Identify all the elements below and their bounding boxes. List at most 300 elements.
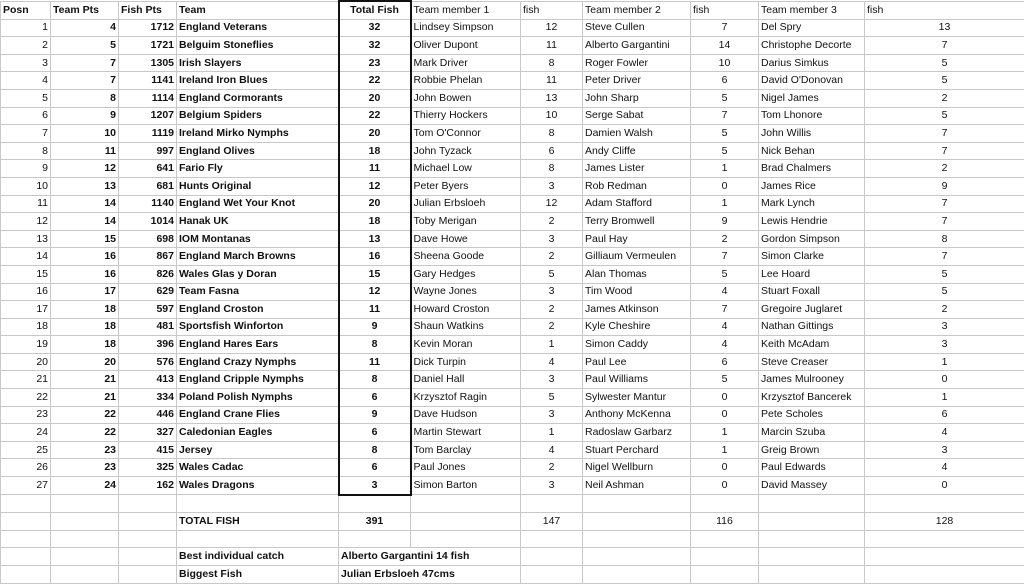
member2-name-cell: James Atkinson [583, 301, 691, 319]
member3-name-cell: Steve Creaser [759, 353, 865, 371]
posn-header: Posn [1, 1, 51, 19]
team-pts-cell: 18 [51, 301, 119, 319]
member3-fish-cell: 7 [865, 195, 1024, 213]
member3-fish-cell: 2 [865, 160, 1024, 178]
member3-fish-cell: 1 [865, 389, 1024, 407]
empty-cell [1, 566, 51, 584]
member1-fish-cell: 2 [521, 213, 583, 231]
member3-name-cell: Mark Lynch [759, 195, 865, 213]
team-row [1, 160, 1024, 178]
team-name-cell: Wales Dragons [177, 477, 339, 495]
member1-fish-cell: 5 [521, 389, 583, 407]
best-catch-label: Best individual catch [177, 548, 339, 566]
member2-name-cell: Steve Cullen [583, 19, 691, 37]
member3-fish-cell: 2 [865, 301, 1024, 319]
member2-name-cell: Nigel Wellburn [583, 459, 691, 477]
empty-cell [691, 530, 759, 548]
total-fish-cell: 6 [339, 389, 411, 407]
member3-fish-cell: 5 [865, 283, 1024, 301]
team-name-cell: Hunts Original [177, 177, 339, 195]
fish-pts-cell: 413 [119, 371, 177, 389]
member3-fish-cell: 5 [865, 265, 1024, 283]
member1-name-cell: Wayne Jones [411, 283, 521, 301]
member1-fish-cell: 13 [521, 89, 583, 107]
member1-fish-cell: 2 [521, 318, 583, 336]
member3-fish-cell: 5 [865, 72, 1024, 90]
team-row [1, 125, 1024, 143]
team-row [1, 406, 1024, 424]
member2-fish-cell: 1 [691, 195, 759, 213]
fish-pts-cell: 1114 [119, 89, 177, 107]
member3-name-cell: Stuart Foxall [759, 283, 865, 301]
team-pts-cell: 24 [51, 477, 119, 495]
member1-fish-cell: 3 [521, 371, 583, 389]
team-pts-cell: 21 [51, 371, 119, 389]
member2-name-cell: Anthony McKenna [583, 406, 691, 424]
biggest-fish-label: Biggest Fish [177, 566, 339, 584]
member1-fish-cell: 4 [521, 441, 583, 459]
total-fish-cell: 11 [339, 160, 411, 178]
member2-fish-cell: 7 [691, 107, 759, 125]
empty-cell [51, 513, 119, 531]
empty-cell [691, 548, 759, 566]
member1-name-cell: Oliver Dupont [411, 37, 521, 55]
member3-fish-cell: 0 [865, 371, 1024, 389]
team-name-cell: Wales Glas y Doran [177, 265, 339, 283]
fish-pts-cell: 327 [119, 424, 177, 442]
empty-cell [583, 548, 691, 566]
member3-header: Team member 3 [759, 1, 865, 19]
member2-name-cell: Adam Stafford [583, 195, 691, 213]
member3-name-cell: Gregoire Juglaret [759, 301, 865, 319]
fish-pts-cell: 325 [119, 459, 177, 477]
member1-name-cell: Simon Barton [411, 477, 521, 495]
team-header: Team [177, 1, 339, 19]
team-row [1, 265, 1024, 283]
fish-pts-cell: 1119 [119, 125, 177, 143]
fish-pts-cell: 597 [119, 301, 177, 319]
empty-cell [759, 495, 865, 513]
member2-name-cell: Stuart Perchard [583, 441, 691, 459]
member1-fish-cell: 2 [521, 301, 583, 319]
total-fish-cell: 23 [339, 54, 411, 72]
member3-name-cell: James Rice [759, 177, 865, 195]
posn-cell: 13 [1, 230, 51, 248]
member3-name-cell: Nigel James [759, 89, 865, 107]
member2-fish-cell: 0 [691, 177, 759, 195]
member3-fish-cell: 8 [865, 230, 1024, 248]
member2-fish-cell: 5 [691, 125, 759, 143]
empty-cell [51, 495, 119, 513]
member2-fish-cell: 6 [691, 72, 759, 90]
empty-cell [51, 566, 119, 584]
team-name-cell: Jersey [177, 441, 339, 459]
member2-fish-cell: 0 [691, 389, 759, 407]
fish-pts-cell: 1712 [119, 19, 177, 37]
team-name-cell: Caledonian Eagles [177, 424, 339, 442]
member1-fish-cell: 1 [521, 336, 583, 354]
empty-cell [339, 495, 411, 513]
member3-fish-cell: 2 [865, 89, 1024, 107]
posn-cell: 11 [1, 195, 51, 213]
member1-fish-cell: 6 [521, 142, 583, 160]
total-fish-cell: 9 [339, 318, 411, 336]
member3-name-cell: David Massey [759, 477, 865, 495]
member3-name-cell: Lewis Hendrie [759, 213, 865, 231]
member3-fish-cell: 7 [865, 248, 1024, 266]
team-name-cell: England Cormorants [177, 89, 339, 107]
empty-cell [119, 566, 177, 584]
team-pts-cell: 14 [51, 213, 119, 231]
fish-pts-cell: 1305 [119, 54, 177, 72]
member2-name-cell: Rob Redman [583, 177, 691, 195]
total-fish-cell: 18 [339, 142, 411, 160]
member2-fish-cell: 5 [691, 89, 759, 107]
team-pts-cell: 12 [51, 160, 119, 178]
team-name-cell: Fario Fly [177, 160, 339, 178]
posn-cell: 16 [1, 283, 51, 301]
member3-name-cell: Paul Edwards [759, 459, 865, 477]
team-row [1, 283, 1024, 301]
empty-cell [119, 548, 177, 566]
member2-name-cell: Alberto Gargantini [583, 37, 691, 55]
team-row [1, 107, 1024, 125]
member3-name-cell: David O'Donovan [759, 72, 865, 90]
member3-name-cell: Simon Clarke [759, 248, 865, 266]
member2-name-cell: Gilliaum Vermeulen [583, 248, 691, 266]
fish-pts-cell: 415 [119, 441, 177, 459]
team-pts-cell: 18 [51, 318, 119, 336]
team-pts-cell: 14 [51, 195, 119, 213]
total-fish-cell: 22 [339, 72, 411, 90]
team-pts-cell: 16 [51, 248, 119, 266]
team-pts-cell: 16 [51, 265, 119, 283]
total-fish-cell: 32 [339, 19, 411, 37]
posn-cell: 22 [1, 389, 51, 407]
total-fish-cell: 3 [339, 477, 411, 495]
member2-fish-cell: 5 [691, 265, 759, 283]
team-pts-cell: 7 [51, 72, 119, 90]
team-name-cell: England Wet Your Knot [177, 195, 339, 213]
total-fish-cell: 15 [339, 265, 411, 283]
posn-cell: 17 [1, 301, 51, 319]
member1-name-cell: Toby Merigan [411, 213, 521, 231]
posn-cell: 7 [1, 125, 51, 143]
member3-fish-cell: 4 [865, 459, 1024, 477]
empty-cell [691, 495, 759, 513]
empty-cell [521, 548, 583, 566]
empty-cell [865, 548, 1024, 566]
member2-name-cell: Tim Wood [583, 283, 691, 301]
empty-cell [759, 530, 865, 548]
member2-name-cell: James Lister [583, 160, 691, 178]
member2-name-cell: Andy Cliffe [583, 142, 691, 160]
fish1-header: fish [521, 1, 583, 19]
team-name-cell: Belgium Spiders [177, 107, 339, 125]
team-row [1, 477, 1024, 495]
member2-fish-cell: 5 [691, 371, 759, 389]
posn-cell: 8 [1, 142, 51, 160]
member1-name-cell: Julian Erbsloeh [411, 195, 521, 213]
fish-pts-cell: 396 [119, 336, 177, 354]
member1-name-cell: Martin Stewart [411, 424, 521, 442]
member3-name-cell: Lee Hoard [759, 265, 865, 283]
empty-cell [119, 495, 177, 513]
member1-name-cell: Krzysztof Ragin [411, 389, 521, 407]
member2-fish-cell: 9 [691, 213, 759, 231]
empty-cell [521, 495, 583, 513]
member1-name-cell: Peter Byers [411, 177, 521, 195]
posn-cell: 25 [1, 441, 51, 459]
posn-cell: 15 [1, 265, 51, 283]
total-fish-cell: 20 [339, 89, 411, 107]
team-name-cell: Ireland Mirko Nymphs [177, 125, 339, 143]
member2-name-cell: Neil Ashman [583, 477, 691, 495]
member2-fish-cell: 4 [691, 283, 759, 301]
team-pts-cell: 21 [51, 389, 119, 407]
team-name-cell: Hanak UK [177, 213, 339, 231]
fish-pts-cell: 997 [119, 142, 177, 160]
member2-fish-cell: 1 [691, 160, 759, 178]
member2-name-cell: Kyle Cheshire [583, 318, 691, 336]
member2-fish-cell: 1 [691, 441, 759, 459]
team-row [1, 336, 1024, 354]
team-pts-cell: 23 [51, 459, 119, 477]
member1-name-cell: Dick Turpin [411, 353, 521, 371]
member1-fish-cell: 4 [521, 353, 583, 371]
team-row [1, 213, 1024, 231]
member3-fish-cell: 5 [865, 107, 1024, 125]
team-row [1, 177, 1024, 195]
empty-cell [411, 530, 521, 548]
member2-fish-cell: 5 [691, 142, 759, 160]
total-label: TOTAL FISH [177, 513, 339, 531]
member2-name-cell: Radoslaw Garbarz [583, 424, 691, 442]
team-name-cell: IOM Montanas [177, 230, 339, 248]
team-row [1, 318, 1024, 336]
team-pts-cell: 11 [51, 142, 119, 160]
fish-pts-cell: 1140 [119, 195, 177, 213]
member1-name-cell: Paul Jones [411, 459, 521, 477]
posn-cell: 14 [1, 248, 51, 266]
member3-name-cell: Krzysztof Bancerek [759, 389, 865, 407]
member2-fish-cell: 0 [691, 459, 759, 477]
team-row [1, 424, 1024, 442]
member2-name-cell: Sylwester Mantur [583, 389, 691, 407]
total-fish-cell: 8 [339, 441, 411, 459]
fish-pts-cell: 576 [119, 353, 177, 371]
member1-name-cell: Shaun Watkins [411, 318, 521, 336]
team-pts-cell: 18 [51, 336, 119, 354]
member2-fish-cell: 14 [691, 37, 759, 55]
posn-cell: 27 [1, 477, 51, 495]
member1-name-cell: Robbie Phelan [411, 72, 521, 90]
fish-pts-cell: 826 [119, 265, 177, 283]
member1-name-cell: John Bowen [411, 89, 521, 107]
member3-fish-cell: 1 [865, 353, 1024, 371]
team-name-cell: England Hares Ears [177, 336, 339, 354]
team-name-cell: Poland Polish Nymphs [177, 389, 339, 407]
fish-pts-cell: 481 [119, 318, 177, 336]
posn-cell: 10 [1, 177, 51, 195]
member2-name-cell: Peter Driver [583, 72, 691, 90]
team-name-cell: Irish Slayers [177, 54, 339, 72]
fish-pts-cell: 1721 [119, 37, 177, 55]
member1-name-cell: Mark Driver [411, 54, 521, 72]
team-row [1, 371, 1024, 389]
team-pts-cell: 8 [51, 89, 119, 107]
best-catch-value: Alberto Gargantini 14 fish [339, 548, 521, 566]
member1-fish-cell: 8 [521, 160, 583, 178]
member3-name-cell: Brad Chalmers [759, 160, 865, 178]
team-row [1, 142, 1024, 160]
fish2-header: fish [691, 1, 759, 19]
biggest-fish-row [1, 566, 1024, 584]
member2-name-cell: Serge Sabat [583, 107, 691, 125]
team-pts-cell: 4 [51, 19, 119, 37]
member2-fish-cell: 10 [691, 54, 759, 72]
empty-cell [521, 530, 583, 548]
posn-cell: 12 [1, 213, 51, 231]
total-fish-cell: 6 [339, 424, 411, 442]
member1-fish-cell: 5 [521, 265, 583, 283]
member1-fish-cell: 3 [521, 283, 583, 301]
posn-cell: 4 [1, 72, 51, 90]
member3-fish-cell: 6 [865, 406, 1024, 424]
posn-cell: 9 [1, 160, 51, 178]
member2-name-cell: Paul Lee [583, 353, 691, 371]
member2-name-cell: John Sharp [583, 89, 691, 107]
member1-name-cell: Tom Barclay [411, 441, 521, 459]
team-name-cell: England Cripple Nymphs [177, 371, 339, 389]
posn-cell: 1 [1, 19, 51, 37]
total-fish-cell: 13 [339, 230, 411, 248]
team-name-cell: England Olives [177, 142, 339, 160]
team-name-cell: Sportsfish Winforton [177, 318, 339, 336]
member1-header: Team member 1 [411, 1, 521, 19]
posn-cell: 3 [1, 54, 51, 72]
total-fish-sum: 391 [339, 513, 411, 531]
team-name-cell: Wales Cadac [177, 459, 339, 477]
fish-pts-cell: 446 [119, 406, 177, 424]
member3-fish-cell: 13 [865, 19, 1024, 37]
empty-cell [119, 530, 177, 548]
empty-cell [177, 495, 339, 513]
member1-fish-cell: 2 [521, 248, 583, 266]
empty-cell [521, 566, 583, 584]
member2-fish-cell: 2 [691, 230, 759, 248]
empty-cell [759, 548, 865, 566]
team-row [1, 459, 1024, 477]
team-pts-cell: 9 [51, 107, 119, 125]
fish3-sum: 128 [865, 513, 1024, 531]
team-name-cell: Team Fasna [177, 283, 339, 301]
member3-fish-cell: 7 [865, 125, 1024, 143]
member3-name-cell: Greig Brown [759, 441, 865, 459]
empty-cell [1, 530, 51, 548]
total-fish-cell: 22 [339, 107, 411, 125]
member1-name-cell: Kevin Moran [411, 336, 521, 354]
member1-name-cell: Howard Croston [411, 301, 521, 319]
member1-name-cell: Dave Howe [411, 230, 521, 248]
member1-fish-cell: 11 [521, 37, 583, 55]
member2-fish-cell: 7 [691, 301, 759, 319]
fish-pts-cell: 641 [119, 160, 177, 178]
total-fish-cell: 11 [339, 301, 411, 319]
team-row [1, 37, 1024, 55]
total-fish-cell: 20 [339, 125, 411, 143]
team-name-cell: England Crane Flies [177, 406, 339, 424]
best-catch-row [1, 548, 1024, 566]
fish-pts-cell: 698 [119, 230, 177, 248]
empty-cell [583, 566, 691, 584]
empty-cell [1, 495, 51, 513]
member3-fish-cell: 7 [865, 213, 1024, 231]
team-row [1, 72, 1024, 90]
member3-fish-cell: 7 [865, 142, 1024, 160]
member2-fish-cell: 4 [691, 336, 759, 354]
member3-fish-cell: 3 [865, 318, 1024, 336]
empty-cell [583, 530, 691, 548]
empty-cell [759, 513, 865, 531]
posn-cell: 24 [1, 424, 51, 442]
member1-fish-cell: 3 [521, 230, 583, 248]
member1-fish-cell: 3 [521, 177, 583, 195]
member2-name-cell: Simon Caddy [583, 336, 691, 354]
member2-name-cell: Terry Bromwell [583, 213, 691, 231]
member3-fish-cell: 7 [865, 37, 1024, 55]
team-row [1, 301, 1024, 319]
member3-name-cell: Pete Scholes [759, 406, 865, 424]
team-row [1, 441, 1024, 459]
fish-pts-cell: 1014 [119, 213, 177, 231]
member1-fish-cell: 2 [521, 459, 583, 477]
total-fish-cell: 9 [339, 406, 411, 424]
empty-cell [339, 530, 411, 548]
member1-fish-cell: 12 [521, 195, 583, 213]
fish3-header: fish [865, 1, 1024, 19]
posn-cell: 21 [1, 371, 51, 389]
posn-cell: 19 [1, 336, 51, 354]
member1-fish-cell: 8 [521, 125, 583, 143]
empty-cell [51, 548, 119, 566]
empty-cell [177, 530, 339, 548]
team-row [1, 19, 1024, 37]
member1-fish-cell: 8 [521, 54, 583, 72]
team-pts-header: Team Pts [51, 1, 119, 19]
member3-fish-cell: 0 [865, 477, 1024, 495]
team-pts-cell: 22 [51, 406, 119, 424]
member2-name-cell: Damien Walsh [583, 125, 691, 143]
posn-cell: 20 [1, 353, 51, 371]
member3-name-cell: John Willis [759, 125, 865, 143]
posn-cell: 18 [1, 318, 51, 336]
team-name-cell: England Croston [177, 301, 339, 319]
team-name-cell: England Crazy Nymphs [177, 353, 339, 371]
spacer-row [1, 530, 1024, 548]
team-row [1, 89, 1024, 107]
total-fish-cell: 32 [339, 37, 411, 55]
total-fish-cell: 8 [339, 336, 411, 354]
member1-fish-cell: 1 [521, 424, 583, 442]
empty-cell [51, 530, 119, 548]
member3-name-cell: Christophe Decorte [759, 37, 865, 55]
member3-name-cell: Nathan Gittings [759, 318, 865, 336]
fish-pts-header: Fish Pts [119, 1, 177, 19]
total-fish-header: Total Fish [339, 1, 411, 19]
empty-cell [759, 566, 865, 584]
member1-fish-cell: 12 [521, 19, 583, 37]
